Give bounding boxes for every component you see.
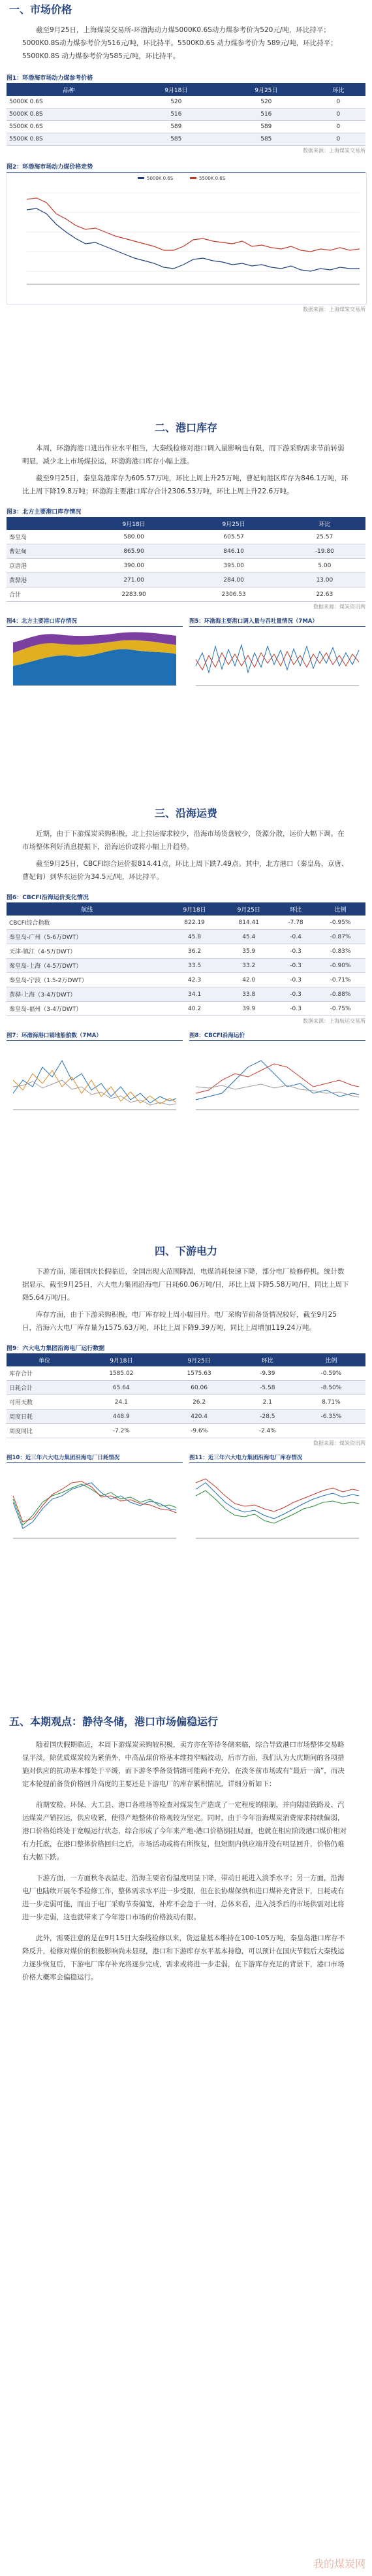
table-cell: 42.3 [167,973,221,987]
table-cell: 周度同比 [7,1424,82,1438]
table-cell: 库存合计 [7,1366,82,1381]
price-chart-svg [7,173,366,304]
table-cell: -0.59% [297,1366,365,1381]
table-header-cell: 航线 [7,903,167,916]
table-cell: -0.90% [315,959,365,973]
chart-caption: 图7：环渤海港口锚地船舶数（7MA） [7,1030,183,1041]
table-cell: 2.1 [238,1395,297,1410]
table-cell: 589 [131,121,221,133]
table-row [7,1410,365,1424]
table-row [7,1366,365,1381]
table-cell: 曹妃甸 [7,544,84,559]
table-row [7,133,365,146]
table-cell: 36.2 [167,944,221,959]
table-cell: -0.75% [315,1002,365,1016]
table-cell: 420.4 [160,1410,238,1424]
table-cell: 45.4 [222,930,276,944]
table-cell: 26.2 [160,1395,238,1410]
legend-label: 5000K 0.6S [147,176,174,181]
table-cell: 25.57 [284,530,365,544]
inventory-table [7,518,365,602]
table-header-cell: 单位 [7,1354,82,1366]
table-row [7,96,365,108]
section-coastal-freight [0,804,372,1122]
chart-caption: 图5：环渤海主要港口调入量与吞吐量情况（7MA） [189,616,365,627]
table-cell: -7.2% [82,1424,160,1438]
paragraph: 下游方面，随着国庆长假临近，全国出现大范围降温，电煤消耗快速下降，部分电厂检修停机。统计数据显示，截至9月25日，六大电力集团沿海电厂日耗60.06万吨/日，环比上周下降5.58万吨/日，同比上周下降5.64万吨/日。 [22,1268,349,1302]
paragraph: 下游方面，一方面秋冬表温走、沿海主要省份温度明显下降，带动日耗进入淡季水平；另一方面，沿海电厂也陆续开展冬季检修工作，整体需求水平进一步受限，但在长协煤保供和进口煤补充背景下，日耗或有进一步走弱可能，而由于电厂采购节奏偏宽，补库不会急于一时，总体来看，进入淡季后的市场供需对比将进一步走弱，这也就带来了今年港口市场的价格波动有限。 [22,1874,345,1921]
table-cell: -0.4 [276,930,315,944]
table-cell: -9.39 [238,1366,297,1381]
table-cell: 605.57 [184,530,284,544]
table-cell: 1585.02 [82,1366,160,1381]
table-cell: -0.71% [315,973,365,987]
table-cell: 天津-镇江（4-5万DWT） [7,944,167,959]
paragraph: 本周，环渤海港口进出作业水平相当，大秦线检修对港口调入量影响也有限，而下游采购需求节前转弱明显，减少北上市场煤拉运，环渤海港口库存小幅上涨。 [22,444,345,465]
table-row [7,121,365,133]
inventory-area-chart [7,627,183,699]
table-cell: -5.58 [238,1381,297,1395]
source-note: 数据来源：煤炭资讯网 [313,1440,365,1446]
table-cell: 42.0 [222,973,276,987]
paragraph: 前期安检、环保、大工县、港口各堆场等检查对煤炭生产造成了一定程度的限制，并向陆陆铁路及、汽运煤炭产销拉运，供应收紧，使得产地整体价格观较为坚定。同时，由于今年沿海煤炭消费需求持续偏弱，港口价格始终处于宽幅运行状态，综合形成了今年来产地-港口价格倒挂局面，也就在相应阶段港口煤价相对有力托底，在港口整体价格回归之后，市场活动或将有所恢复，但短期内供应端并没有明显回升，价格仍难有大幅下跌。 [22,1801,347,1861]
table-cell: 22.63 [284,587,365,602]
table-cell: 1575.63 [160,1366,238,1381]
table-header-cell: 品种 [7,84,131,96]
table-cell: -0.3 [276,944,315,959]
section-title: 四、下游电力 [154,1245,217,1257]
table-cell: 0 [311,121,365,133]
table-cell: 5000K 0.6S [7,96,131,108]
chart-right [189,1030,365,1122]
table-caption: 图1：环渤海市场动力煤参考价格 [7,72,365,84]
source-note: 数据来源：上海煤炭交易所 [303,148,365,154]
paragraph: 截至9月25日，秦皇岛港库存为605.57万吨，环比上周上升25万吨，曹妃甸港区库存为846.1万吨，环比上周下降19.8万吨；环渤海主要港口库存合计2306.53万吨，环比上周上升22.6万吨。 [22,474,349,495]
table-cell: 5000K 0.8S [7,108,131,121]
table-cell: 秦皇岛-福州（3-4万DWT） [7,1002,167,1016]
table-header-cell: 环比 [238,1354,297,1366]
table-header-cell: 9月25日 [184,518,284,530]
section-port-inventory [0,418,372,701]
table-cell: 0 [311,96,365,108]
table-cell: 秦皇岛 [7,530,84,544]
table-cell: 周度日耗 [7,1410,82,1424]
table-row [7,930,365,944]
table-cell: 秦皇岛-广州（5-6万DWT） [7,930,167,944]
table-cell: -8.50% [297,1381,365,1395]
table-header-cell: 9月18日 [167,903,221,916]
table-cell: 33.8 [222,987,276,1002]
table-cell: 8.71% [297,1395,365,1410]
table-cell: 秦皇岛-上海（4-5万DWT） [7,959,167,973]
table-cell: -0.3 [276,1002,315,1016]
section-title: 一、市场价格 [9,3,72,16]
paragraph: 近期，由于下游煤炭采购积极，北上拉运需求较少，沿海市场货盘较少，货源分散，运价大幅下调。在市场整体利好消息提振下，沿海运价或将小幅上升趋势。 [22,830,345,851]
table-cell: 40.2 [167,1002,221,1016]
table-cell: 60.06 [160,1381,238,1395]
table-cell: 65.64 [82,1381,160,1395]
chart-right [189,1452,365,1551]
table-cell: -0.95% [315,916,365,930]
table-cell: -19.80 [284,544,365,559]
paragraph: 截至9月25日，CBCFI综合运价报814.41点，环比上周下跌7.49点。其中，北方港口（秦皇岛、京唐、曹妃甸）到华东运价为34.5元/吨，环比持平。 [22,860,349,881]
table-cell: -0.87% [315,930,365,944]
table-cell: -28.5 [238,1410,297,1424]
table-cell: -0.3 [276,959,315,973]
chart-right [189,616,365,701]
throughput-line-chart [189,627,365,699]
table-cell: 846.10 [184,544,284,559]
table-caption: 图3：北方主要港口库存情况 [7,506,365,518]
table-cell: -0.3 [276,987,315,1002]
watermark-logo: 我的煤炭网 [313,2558,365,2570]
table-row [7,1395,365,1410]
table-cell: 2306.53 [184,587,284,602]
table-cell: 516 [131,108,221,121]
section-market-price [0,0,372,313]
table-header-cell: 环比 [284,518,365,530]
chart-left [7,616,183,701]
table-header-cell: 比例 [315,903,365,916]
table-cell: 黄骅-上海（3-4万DWT） [7,987,167,1002]
table-row [7,973,365,987]
table-cell: 520 [221,96,311,108]
table-cell: 520 [131,96,221,108]
table-row [7,959,365,973]
table-cell: -0.88% [315,987,365,1002]
table-cell: 33.5 [167,959,221,973]
table-cell: 35.9 [222,944,276,959]
source-note: 数据来源：上海航运交易所 [303,1018,365,1024]
chart-row [7,616,365,701]
daily-consumption-chart [7,1463,183,1548]
table-cell: -6.35% [297,1410,365,1424]
chart-row [7,1030,365,1122]
table-row [7,987,365,1002]
table-header-cell: 环比 [276,903,315,916]
table-cell: 0 [311,133,365,146]
table-caption: 图9：六大电力集团沿海电厂运行数据 [7,1342,365,1354]
table-cell: -0.3 [276,973,315,987]
table-cell: -0.83% [315,944,365,959]
table-cell: -9.6% [160,1424,238,1438]
table-header-cell: 9月18日 [84,518,184,530]
chart-caption: 图11：近三年六大电力集团沿海电厂库存情况 [189,1452,365,1463]
table-header-cell: 环比 [311,84,365,96]
table-cell: 34.1 [167,987,221,1002]
table-cell: 秦皇岛-宁波（1.5-2万DWT） [7,973,167,987]
series-line-5500 [27,198,360,252]
table-cell: 580.00 [84,530,184,544]
chart-row [7,1452,365,1551]
table-cell: 39.9 [222,1002,276,1016]
table-caption: 图6：CBCFI沿海运价变化情况 [7,891,365,903]
table-header-cell [7,518,84,530]
table-cell: 合计 [7,587,84,602]
table-cell: 0 [311,108,365,121]
table-cell: 黄骅港 [7,573,84,587]
table-cell: 45.8 [167,930,221,944]
paragraph: 随着国庆假期临近，本周下游煤炭采购较积极，卖方亦在等待冬储来临，综合导致港口市场整体交易略显平淡，除优质煤炭较为紧俏外，中高品煤价格基本维持窄幅波动，后市方面，我们认为大庆期间的各项措施对供应的抗动基本都处于平缓，而下游冬季备货情绪可能尚不充分，在淡冬前市场或有“最后一滴”，而决定本轮提前备货价格回升高度的主要还是下游电厂的库存累积情况，详细分析如下： [22,1741,345,1788]
table-row [7,108,365,121]
paragraph: 库存方面，由于下游采购积极，电厂库存较上周小幅回升。电厂采购节前备货情况较好，截至9月25日，沿海六大电厂库存量为1575.63万吨，环比上周下降9.39万吨，同比上周增加119.24万吨。 [22,1311,337,1332]
table-row [7,587,365,602]
table-cell: 585 [221,133,311,146]
table-cell: 865.90 [84,544,184,559]
table-cell: CBCFI综合指数 [7,916,167,930]
table-cell: 24.1 [82,1395,160,1410]
price-table [7,84,365,146]
table-cell: -2.4% [238,1424,297,1438]
legend-swatch [190,177,196,179]
table-cell [297,1424,365,1438]
anchorage-ship-chart [7,1041,183,1119]
section-downstream-power [0,1242,372,1551]
chart-caption: 图4：北方主要港口库存情况 [7,616,183,627]
legend-label: 5500K 0.6S [199,176,226,181]
price-line-chart [7,173,367,305]
source-note: 数据来源：煤炭资讯网 [313,604,365,610]
table-row [7,944,365,959]
table-header-cell: 9月25日 [221,84,311,96]
table-header-cell: 9月25日 [160,1354,238,1366]
table-header-cell: 比例 [297,1354,365,1366]
chart-caption: 图10：近三年六大电力集团沿海电厂日耗情况 [7,1452,183,1463]
table-header-cell: 9月25日 [222,903,276,916]
table-cell: 5.00 [284,559,365,573]
section-title: 五、本期观点：静待冬储，港口市场偏稳运行 [9,1715,219,1728]
table-cell: 390.00 [84,559,184,573]
table-cell: 可用天数 [7,1395,82,1410]
power-table [7,1354,365,1438]
section-outlook [0,1712,372,1984]
table-cell: 271.00 [84,573,184,587]
table-header-cell: 9月18日 [131,84,221,96]
table-cell: 京唐港 [7,559,84,573]
table-row [7,573,365,587]
table-cell: 日耗合计 [7,1381,82,1395]
table-row [7,1002,365,1016]
table-row [7,1424,365,1438]
chart-caption: 图2：环渤海市场动力煤价格走势 [7,161,365,173]
table-cell: 395.00 [184,559,284,573]
table-cell: 585 [131,133,221,146]
section-title: 三、沿海运费 [154,807,217,819]
section-title: 二、港口库存 [154,421,217,434]
table-cell: 516 [221,108,311,121]
table-header-cell: 9月18日 [82,1354,160,1366]
paragraph: 此外，需要注意的是在9月15日大秦线检修以来，货运量基本维持在100-105万吨，秦皇岛港口库存不降反升，检修对煤价的积极影响尚未显现，港口和下游库存水平基本持稳，可以预计在国庆节假后大秦线运力逐步恢复后，下游电厂库存补充将逐步完成，需求或将进一步走弱，在下游库存充足的背景下，港口市场价格大概率会偏稳运行。 [22,1934,345,1981]
table-cell: 5500K 0.8S [7,133,131,146]
table-cell: 284.00 [184,573,284,587]
chart-caption: 图8：CBCFI沿海运价 [189,1030,365,1041]
table-row [7,544,365,559]
table-cell: 448.9 [82,1410,160,1424]
table-cell: 589 [221,121,311,133]
plant-inventory-chart [189,1463,365,1548]
table-row [7,559,365,573]
legend-swatch [138,177,144,179]
table-cell: 33.2 [222,959,276,973]
chart-left [7,1452,183,1551]
table-cell: 13.00 [284,573,365,587]
table-row [7,916,365,930]
table-cell: 822.19 [167,916,221,930]
source-note: 数据来源：上海煤炭交易所 [303,306,365,312]
table-cell: 814.41 [222,916,276,930]
chart-left [7,1030,183,1122]
freight-table [7,903,365,1016]
paragraph: 截至9月25日，上海煤炭交易所-环渤海动力煤5000K0.6S动力煤参考价为520元/吨，环比持平；5000K0.8S动力煤参考价为516元/吨，环比持平。5500K0.6S 动力煤参考价为 589元/吨，环比持平；5500K0.8S 动力煤参考价为585元/吨，环比持平。 [22,26,337,60]
table-cell: -7.78 [276,916,315,930]
table-cell: 2283.90 [84,587,184,602]
table-row [7,530,365,544]
table-cell: 5500K 0.6S [7,121,131,133]
table-row [7,1381,365,1395]
cbcfi-line-chart [189,1041,365,1119]
